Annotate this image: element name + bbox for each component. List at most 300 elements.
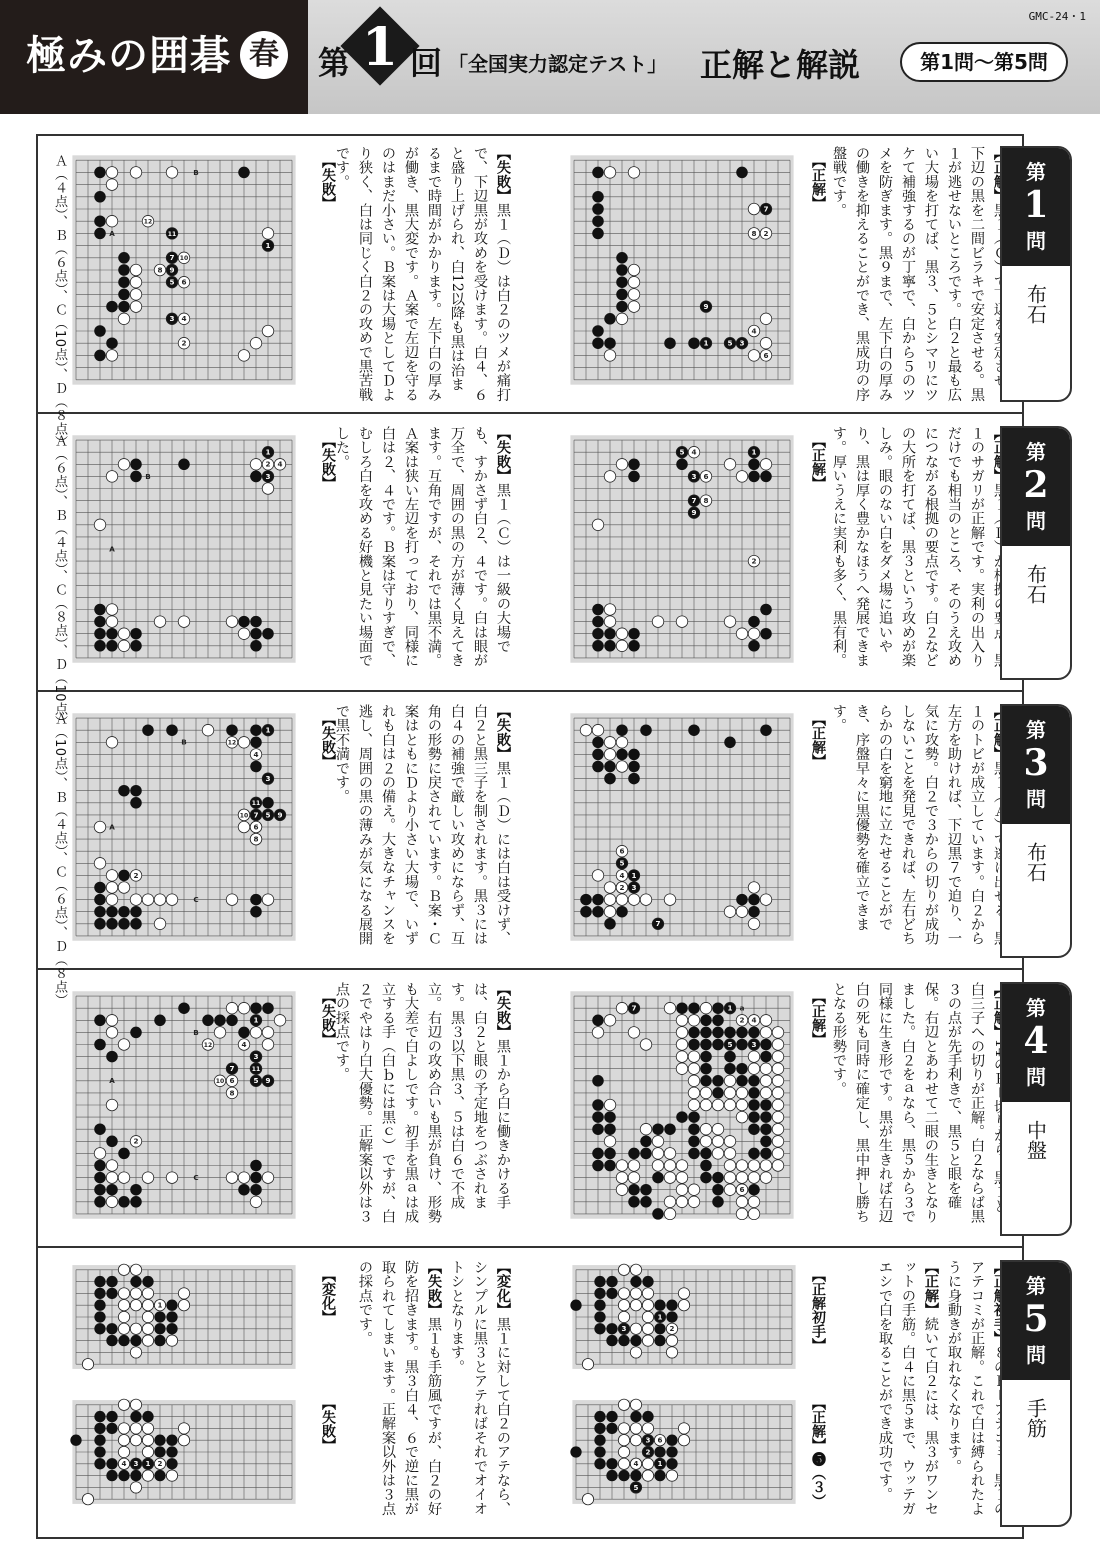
white-stone	[142, 1172, 154, 1184]
white-stone	[748, 628, 760, 640]
black-stone	[654, 1300, 665, 1311]
black-stone	[748, 906, 760, 918]
black-stone	[640, 1136, 652, 1148]
go-board-diagram	[64, 984, 304, 1226]
black-stone	[760, 1123, 772, 1135]
black-stone	[118, 264, 130, 276]
black-stone	[166, 1323, 177, 1334]
black-stone	[712, 1015, 724, 1027]
move-number: 2	[739, 1015, 745, 1025]
white-stone	[700, 1087, 712, 1099]
black-stone	[604, 337, 616, 349]
black-stone	[748, 1099, 760, 1111]
black-stone	[666, 1458, 677, 1469]
white-stone	[630, 1435, 641, 1446]
white-stone	[106, 471, 118, 483]
move-number: 2	[645, 1447, 651, 1457]
brand-block	[0, 0, 308, 114]
black-stone	[748, 894, 760, 906]
white-stone	[628, 1027, 640, 1039]
move-number: 8	[157, 265, 163, 275]
white-stone	[582, 1494, 593, 1505]
black-stone	[238, 1027, 250, 1039]
white-stone	[760, 1063, 772, 1075]
white-stone	[688, 1015, 700, 1027]
white-stone	[94, 519, 106, 531]
black-stone	[154, 1311, 165, 1322]
white-stone	[166, 1172, 178, 1184]
black-stone	[688, 1002, 700, 1014]
white-stone	[618, 1399, 629, 1410]
black-stone	[688, 1123, 700, 1135]
white-stone	[130, 289, 142, 301]
problem-category: 布石	[1023, 564, 1048, 604]
black-stone	[94, 918, 106, 930]
fail-label: 【変化】	[320, 1268, 336, 1324]
white-stone	[640, 894, 652, 906]
problem-number: 5	[1023, 1298, 1049, 1340]
fail-explanation	[334, 426, 514, 680]
white-stone	[700, 1123, 712, 1135]
black-stone	[760, 724, 772, 736]
black-stone	[688, 337, 700, 349]
black-stone	[616, 276, 628, 288]
white-stone	[118, 313, 130, 325]
white-stone	[676, 1160, 688, 1172]
fail-explanation	[334, 982, 514, 1236]
problem-dai: 第	[1026, 1274, 1046, 1298]
white-stone	[166, 894, 178, 906]
black-stone	[712, 1184, 724, 1196]
move-number: 5	[169, 277, 175, 287]
white-stone	[664, 1160, 676, 1172]
black-stone	[94, 1160, 106, 1172]
white-stone	[604, 616, 616, 628]
move-number: A	[109, 1076, 115, 1086]
white-stone	[118, 640, 130, 652]
move-number: 1	[265, 241, 271, 251]
black-stone	[592, 1148, 604, 1160]
black-stone	[94, 228, 106, 240]
white-stone	[94, 858, 106, 870]
black-stone	[106, 1335, 117, 1346]
white-stone	[760, 1015, 772, 1027]
white-stone	[154, 616, 166, 628]
problem-number-block	[1002, 148, 1070, 266]
white-stone	[688, 1075, 700, 1087]
black-stone	[130, 459, 142, 471]
black-stone	[664, 1123, 676, 1135]
move-number: 1	[727, 1003, 733, 1013]
problem-number: 3	[1023, 742, 1049, 784]
move-number: 6	[703, 471, 709, 481]
white-stone	[130, 1482, 141, 1493]
black-stone	[94, 628, 106, 640]
move-number: 4	[751, 1015, 757, 1025]
white-stone	[142, 1311, 153, 1322]
black-stone	[700, 1063, 712, 1075]
black-stone	[628, 459, 640, 471]
white-stone	[262, 483, 274, 495]
black-stone	[630, 1411, 641, 1422]
white-stone	[676, 1039, 688, 1051]
black-stone	[106, 1051, 118, 1063]
problem-number-block	[1002, 428, 1070, 546]
move-number: 3	[133, 1459, 139, 1469]
white-stone	[688, 1063, 700, 1075]
white-stone	[772, 1075, 784, 1087]
white-stone	[106, 882, 118, 894]
white-stone	[178, 1435, 189, 1446]
black-stone	[70, 1435, 81, 1446]
white-stone	[760, 1087, 772, 1099]
season-badge: 春	[240, 31, 288, 79]
white-stone	[676, 1172, 688, 1184]
white-stone	[118, 459, 130, 471]
black-stone	[736, 167, 748, 179]
black-stone	[94, 882, 106, 894]
move-number: 9	[265, 1076, 271, 1086]
problem-mon: 問	[1026, 1065, 1046, 1089]
candidate-points: Ａ（10点）、Ｂ（４点）、Ｃ（６点）、Ｄ（８点）	[52, 712, 67, 1008]
problem-mon: 問	[1026, 229, 1046, 253]
black-stone	[142, 1276, 153, 1287]
black-stone	[94, 894, 106, 906]
black-stone	[688, 1039, 700, 1051]
black-stone	[664, 337, 676, 349]
white-stone	[736, 906, 748, 918]
white-stone	[618, 1458, 629, 1469]
move-number: 1	[657, 1312, 663, 1322]
black-stone	[628, 773, 640, 785]
issue-number: 1	[361, 17, 399, 78]
black-stone	[94, 1172, 106, 1184]
problem-mon: 問	[1026, 509, 1046, 533]
black-stone	[630, 1335, 641, 1346]
white-stone	[616, 761, 628, 773]
black-stone	[262, 628, 274, 640]
black-stone	[166, 1458, 177, 1469]
move-number: 2	[181, 338, 187, 348]
black-stone	[166, 1311, 177, 1322]
black-stone	[594, 1288, 605, 1299]
black-stone	[250, 761, 262, 773]
white-stone	[166, 1335, 177, 1346]
white-stone	[678, 1300, 689, 1311]
black-stone	[262, 1002, 274, 1014]
white-stone	[106, 1015, 118, 1027]
white-stone	[130, 1423, 141, 1434]
move-number: 5	[679, 447, 685, 457]
black-stone	[238, 167, 250, 179]
white-stone	[262, 1039, 274, 1051]
white-stone	[676, 1027, 688, 1039]
white-stone	[630, 1300, 641, 1311]
white-stone	[118, 1435, 129, 1446]
black-stone	[118, 918, 130, 930]
move-number: 7	[691, 496, 697, 506]
black-stone	[760, 628, 772, 640]
white-stone	[142, 1288, 153, 1299]
white-stone	[748, 350, 760, 362]
black-stone	[712, 1196, 724, 1208]
black-stone	[106, 337, 118, 349]
move-number: a	[739, 1003, 745, 1013]
white-stone	[678, 1435, 689, 1446]
white-stone	[130, 264, 142, 276]
move-number: 3	[169, 314, 175, 324]
move-number: 4	[277, 459, 283, 469]
move-number: B	[193, 1027, 199, 1037]
black-stone	[666, 1435, 677, 1446]
black-stone	[652, 1172, 664, 1184]
white-stone	[736, 1111, 748, 1123]
problem-number: 1	[1023, 184, 1049, 226]
white-stone	[618, 1300, 629, 1311]
correct-label: 【正解】	[810, 434, 826, 490]
move-number: 1	[157, 1300, 163, 1310]
move-number: 4	[751, 326, 757, 336]
black-stone	[604, 628, 616, 640]
white-stone	[604, 882, 616, 894]
black-stone	[630, 1276, 641, 1287]
white-stone	[582, 1359, 593, 1370]
white-stone	[628, 289, 640, 301]
white-stone	[118, 1399, 129, 1410]
white-stone	[106, 1172, 118, 1184]
move-number: 12	[203, 1041, 213, 1049]
white-stone	[604, 1099, 616, 1111]
black-stone	[154, 1435, 165, 1446]
white-stone	[736, 1087, 748, 1099]
fail-label: 【失敗】	[320, 990, 336, 1046]
white-stone	[106, 616, 118, 628]
section-tag: 【失敗】	[495, 426, 511, 483]
black-stone	[594, 1458, 605, 1469]
black-stone	[250, 894, 262, 906]
black-stone	[592, 761, 604, 773]
black-stone	[106, 1136, 118, 1148]
white-stone	[630, 1323, 641, 1334]
black-stone	[94, 616, 106, 628]
black-stone	[94, 1411, 105, 1422]
move-number: 8	[751, 228, 757, 238]
white-stone	[238, 1172, 250, 1184]
black-stone	[130, 906, 142, 918]
black-stone	[94, 1300, 105, 1311]
move-number: 9	[169, 265, 175, 275]
white-stone	[678, 1423, 689, 1434]
black-stone	[604, 1111, 616, 1123]
black-stone	[94, 1323, 105, 1334]
white-stone	[604, 749, 616, 761]
black-stone	[592, 906, 604, 918]
white-stone	[772, 1136, 784, 1148]
white-stone	[760, 459, 772, 471]
black-stone	[642, 1411, 653, 1422]
black-stone	[724, 1027, 736, 1039]
move-number: 7	[655, 919, 661, 929]
black-stone	[94, 1015, 106, 1027]
black-stone	[226, 724, 238, 736]
white-stone	[130, 1435, 141, 1446]
black-stone	[594, 1411, 605, 1422]
black-stone	[748, 1111, 760, 1123]
white-stone	[724, 1087, 736, 1099]
black-stone	[106, 1423, 117, 1434]
white-stone	[106, 350, 118, 362]
black-stone	[154, 1015, 166, 1027]
white-stone	[106, 1160, 118, 1172]
section-tag: 【変化】	[495, 1260, 511, 1317]
white-stone	[130, 894, 142, 906]
go-board-diagram	[562, 984, 802, 1226]
move-number: 6	[181, 277, 187, 287]
black-stone	[616, 301, 628, 313]
black-stone	[118, 870, 130, 882]
white-stone	[238, 821, 250, 833]
move-number: B	[145, 471, 151, 481]
white-stone	[118, 628, 130, 640]
white-stone	[262, 1172, 274, 1184]
white-stone	[580, 724, 592, 736]
black-stone	[712, 1027, 724, 1039]
black-stone	[250, 616, 262, 628]
white-stone	[618, 1311, 629, 1322]
explanation-text: 黒１から白に働きかける手は、白２と眼の予定地をつぶされます。黒３以下黒３、５は白６で不成立。右辺の攻め合いも黒が負け、形勢も大差で白よしです。初手を黒ａは成立する手（白ｂには黒ｃ）ですが、白２でやはり白大優勢。正解案以外は３点の採点です。	[334, 982, 511, 1224]
move-number: 3	[265, 774, 271, 784]
black-stone	[166, 1300, 177, 1311]
move-number: 7	[169, 253, 175, 263]
white-stone	[724, 1099, 736, 1111]
move-number: 1	[265, 725, 271, 735]
white-stone	[664, 1172, 676, 1184]
black-stone	[94, 1458, 105, 1469]
black-stone	[154, 1446, 165, 1457]
white-stone	[712, 1148, 724, 1160]
white-stone	[604, 737, 616, 749]
black-stone	[592, 1160, 604, 1172]
section-tag: 【失敗】	[495, 982, 511, 1039]
white-stone	[130, 1264, 141, 1275]
black-stone	[94, 640, 106, 652]
white-stone	[604, 894, 616, 906]
white-stone	[678, 1288, 689, 1299]
white-stone	[106, 167, 118, 179]
white-stone	[616, 628, 628, 640]
white-stone	[94, 1148, 106, 1160]
problem-category: 中盤	[1023, 1120, 1048, 1160]
white-stone	[616, 459, 628, 471]
black-stone	[760, 471, 772, 483]
black-stone	[94, 1184, 106, 1196]
white-stone	[652, 616, 664, 628]
black-stone	[592, 191, 604, 203]
black-stone	[616, 724, 628, 736]
white-stone	[118, 1300, 129, 1311]
black-stone	[226, 1015, 238, 1027]
white-stone	[642, 1423, 653, 1434]
white-stone	[676, 1051, 688, 1063]
white-stone	[118, 1311, 129, 1322]
white-stone	[154, 894, 166, 906]
white-stone	[618, 1435, 629, 1446]
white-stone	[676, 616, 688, 628]
white-stone	[142, 1470, 153, 1481]
fail-explanation	[334, 146, 514, 402]
white-stone	[724, 1160, 736, 1172]
black-stone	[592, 203, 604, 215]
black-stone	[94, 350, 106, 362]
go-board-diagram	[64, 706, 304, 948]
white-stone	[748, 1063, 760, 1075]
white-stone	[592, 519, 604, 531]
move-number: 4	[691, 447, 697, 457]
black-stone	[700, 1075, 712, 1087]
black-stone	[688, 1148, 700, 1160]
correct-explanation	[831, 982, 1011, 1236]
black-stone	[688, 724, 700, 736]
black-stone	[748, 1123, 760, 1135]
black-stone	[118, 301, 130, 313]
move-number: 2	[157, 1459, 163, 1469]
black-stone	[642, 1276, 653, 1287]
move-number: 2	[265, 459, 271, 469]
go-board-diagram	[562, 148, 802, 392]
move-number: 4	[253, 749, 259, 759]
black-stone	[166, 1435, 177, 1446]
move-number: 10	[215, 1078, 225, 1086]
black-stone	[94, 1288, 105, 1299]
move-number: 6	[619, 846, 625, 856]
white-stone	[130, 276, 142, 288]
move-number: 3	[265, 471, 271, 481]
white-stone	[760, 337, 772, 349]
black-stone	[594, 1435, 605, 1446]
section-tag-2: 【失敗】	[426, 1260, 442, 1317]
move-number: C	[193, 1173, 199, 1183]
move-number: 4	[619, 870, 625, 880]
black-stone	[604, 773, 616, 785]
test-name: 「全国実力認定テスト」	[448, 52, 668, 76]
move-number: 6	[229, 1076, 235, 1086]
black-stone	[604, 761, 616, 773]
move-number: 6	[253, 822, 259, 832]
black-stone	[594, 1311, 605, 1322]
white-stone	[736, 471, 748, 483]
black-stone	[628, 471, 640, 483]
black-stone	[592, 640, 604, 652]
black-stone	[654, 1470, 665, 1481]
black-stone	[616, 264, 628, 276]
move-number: 1	[657, 1459, 663, 1469]
white-stone	[760, 1027, 772, 1039]
go-board-diagram	[564, 1258, 804, 1376]
go-board-diagram	[562, 428, 802, 670]
white-stone	[748, 918, 760, 930]
problem-number-block	[1002, 1262, 1070, 1380]
black-stone	[130, 918, 142, 930]
white-stone	[772, 1087, 784, 1099]
white-stone	[652, 1160, 664, 1172]
white-stone	[142, 1446, 153, 1457]
move-number: 2	[751, 556, 757, 566]
white-stone	[628, 301, 640, 313]
black-stone	[748, 1184, 760, 1196]
black-stone	[760, 1039, 772, 1051]
problem-category: 布石	[1023, 284, 1048, 324]
black-stone	[94, 1423, 105, 1434]
